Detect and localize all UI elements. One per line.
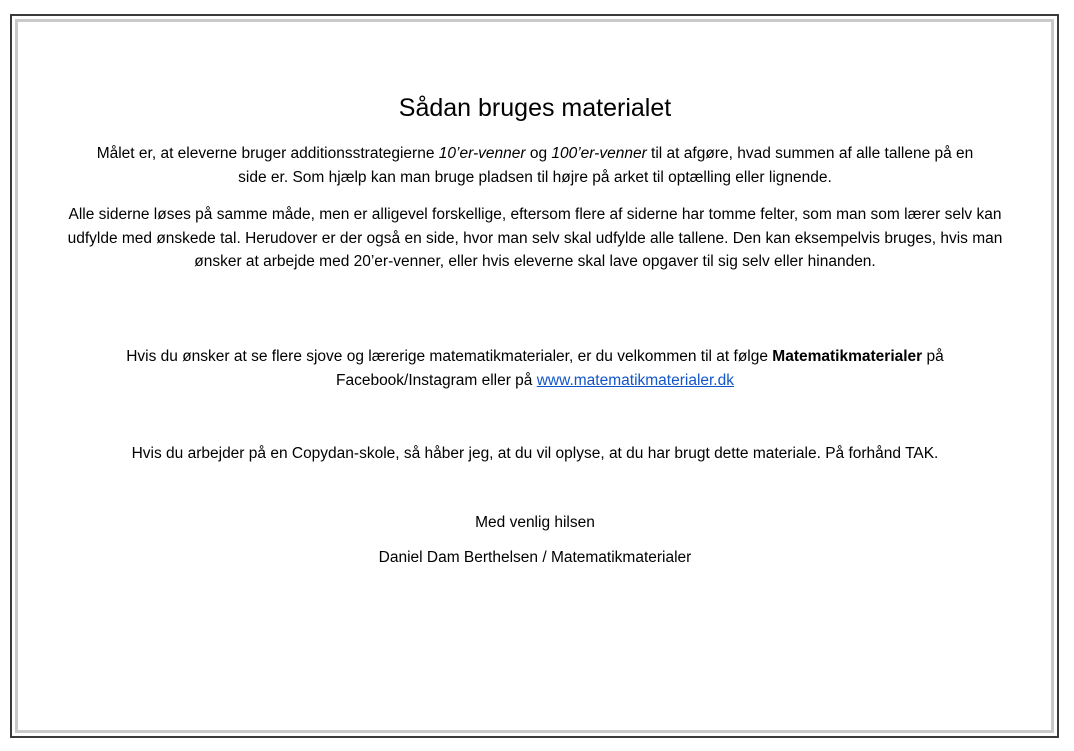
page-title: Sådan bruges materialet bbox=[398, 94, 672, 122]
follow-text-1: Hvis du ønsker at se flere sjove og lærerige matematikmaterialer, er du velkommen til at følge bbox=[126, 348, 773, 365]
usage-paragraph: Alle siderne løses på samme måde, men er alligevel forskellige, eftersom flere af siderne har tomme felter, som man som lærer selv kan udfylde med ønskede tal. Herudover er der også en side, hvor man selv skal udfylde alle tallene. Den kan eksempelvis bruges, hvis man ønsker at arbejde med 20’er-venner, eller hvis eleverne skal lave opgaver til sig selv eller hinanden. bbox=[67, 206, 1003, 270]
follow-text-2: på Facebook/Instagram eller på bbox=[335, 348, 944, 389]
follow-paragraph bbox=[20, 345, 1050, 392]
copydan-paragraph: Hvis du arbejder på en Copydan-skole, så håber jeg, at du vil oplyse, at du har brugt dette materiale. På forhånd TAK. bbox=[131, 445, 939, 462]
intro-em-100er: 100’er-venner bbox=[551, 145, 647, 162]
intro-text-1: Målet er, at eleverne bruger additionsstrategierne bbox=[96, 145, 439, 162]
intro-text-3: til at afgøre, hvad summen af alle tallene på en side er. Som hjælp kan man bruge pladsen til højre på arket til optælling eller lignende. bbox=[238, 145, 974, 186]
follow-brand: Matematikmaterialer bbox=[772, 348, 923, 365]
closing-line: Med venlig hilsen bbox=[475, 514, 595, 531]
intro-text-2: og bbox=[525, 145, 552, 162]
intro-paragraph bbox=[20, 142, 1050, 189]
website-link[interactable]: www.matematikmaterialer.dk bbox=[536, 371, 734, 389]
intro-em-10er: 10’er-venner bbox=[438, 145, 526, 162]
signature-line: Daniel Dam Berthelsen / Matematikmaterialer bbox=[378, 549, 692, 566]
